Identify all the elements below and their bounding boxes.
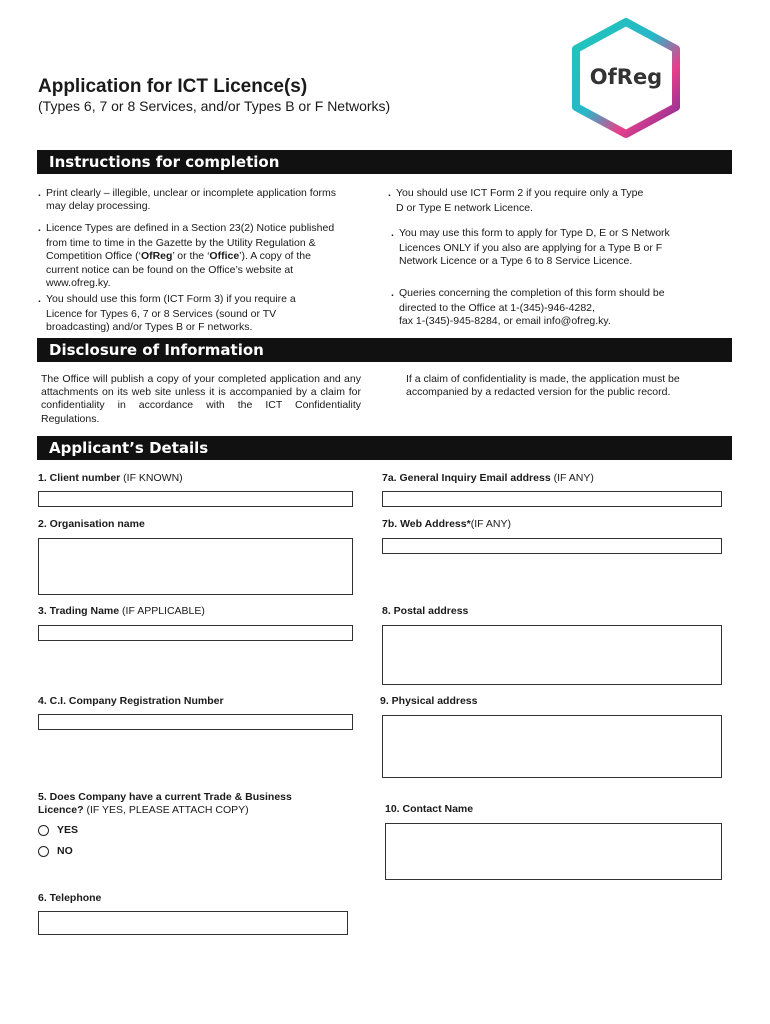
instructions-section-header: Instructions for completion bbox=[37, 150, 732, 174]
instruction-left-2: . Licence Types are defined in a Section 23(2) Notice published from time to time in the Gazette by the Utility Regulation & Competition Office (‘OfReg’ or the ‘Office’). A copy of the current notice can be found on the Office’s website at www.ofreg.ky. bbox=[38, 222, 335, 289]
page-subtitle: (Types 6, 7 or 8 Services, and/or Types B or F Networks) bbox=[38, 98, 391, 114]
trade-business-yes-label: YES bbox=[57, 824, 79, 836]
org-name-input[interactable] bbox=[38, 538, 353, 595]
web-address-label: 7b. Web Address*(IF ANY) bbox=[382, 518, 511, 530]
logo-text: OfReg bbox=[589, 65, 663, 89]
disclosure-right-text: If a claim of confidentiality is made, the application must be accompanied by a redacted version for the public record. bbox=[406, 373, 680, 399]
contact-name-label: 10. Contact Name bbox=[385, 803, 474, 815]
trading-name-input[interactable] bbox=[38, 625, 353, 641]
instruction-left-3: . You should use this form (ICT Form 3) if you require a Licence for Types 6, 7 or 8 Services (sound or TV broadcasting) and/or Types B or F networks. bbox=[38, 293, 296, 334]
trade-business-no-radio[interactable] bbox=[38, 846, 49, 857]
instruction-right-2: . You may use this form to apply for Type D, E or S Network Licences ONLY if you also are applying for a Type B or F Network Licence or a Type 6 to 8 Service Licence. bbox=[391, 227, 670, 268]
trading-name-label: 3. Trading Name (IF APPLICABLE) bbox=[38, 605, 205, 617]
client-number-input[interactable] bbox=[38, 491, 353, 507]
postal-address-input[interactable] bbox=[382, 625, 722, 685]
company-reg-input[interactable] bbox=[38, 714, 353, 730]
instruction-left-1: . Print clearly – illegible, unclear or incomplete application forms may delay processing. bbox=[38, 187, 337, 213]
ofreg-hexagon-logo bbox=[568, 18, 684, 138]
physical-address-input[interactable] bbox=[382, 715, 722, 778]
email-input[interactable] bbox=[382, 491, 722, 507]
instruction-right-1: . You should use ICT Form 2 if you require only a Type D or Type E network Licence. bbox=[388, 187, 644, 215]
company-reg-label: 4. C.I. Company Registration Number bbox=[38, 695, 224, 707]
telephone-input[interactable] bbox=[38, 911, 348, 935]
ofreg-logo bbox=[568, 18, 684, 138]
disclosure-left-text: The Office will publish a copy of your completed application and any attachments on its web site unless it is accompanied by a claim for confidentiality in accordance with the ICT Confidentiality Regulations. bbox=[41, 373, 361, 425]
physical-address-label: 9. Physical address bbox=[380, 695, 478, 707]
trade-business-label: 5. Does Company have a current Trade & Business Licence? (IF YES, PLEASE ATTACH COPY) bbox=[38, 791, 292, 816]
disclosure-section-header: Disclosure of Information bbox=[37, 338, 732, 362]
telephone-label: 6. Telephone bbox=[38, 892, 102, 904]
web-address-input[interactable] bbox=[382, 538, 722, 554]
applicant-section-header: Applicant’s Details bbox=[37, 436, 732, 460]
contact-name-input[interactable] bbox=[385, 823, 722, 880]
email-label: 7a. General Inquiry Email address (IF ANY) bbox=[382, 472, 594, 484]
trade-business-yes-radio[interactable] bbox=[38, 825, 49, 836]
postal-address-label: 8. Postal address bbox=[382, 605, 469, 617]
instruction-right-3: . Queries concerning the completion of this form should be directed to the Office at 1-(345)-946-4282, fax 1-(345)-945-8284, or email info@ofreg.ky. bbox=[391, 287, 665, 328]
trade-business-no-label: NO bbox=[57, 845, 73, 857]
client-number-label: 1. Client number (IF KNOWN) bbox=[38, 472, 183, 484]
page-title: Application for ICT Licence(s) bbox=[38, 76, 308, 97]
org-name-label: 2. Organisation name bbox=[38, 518, 145, 530]
